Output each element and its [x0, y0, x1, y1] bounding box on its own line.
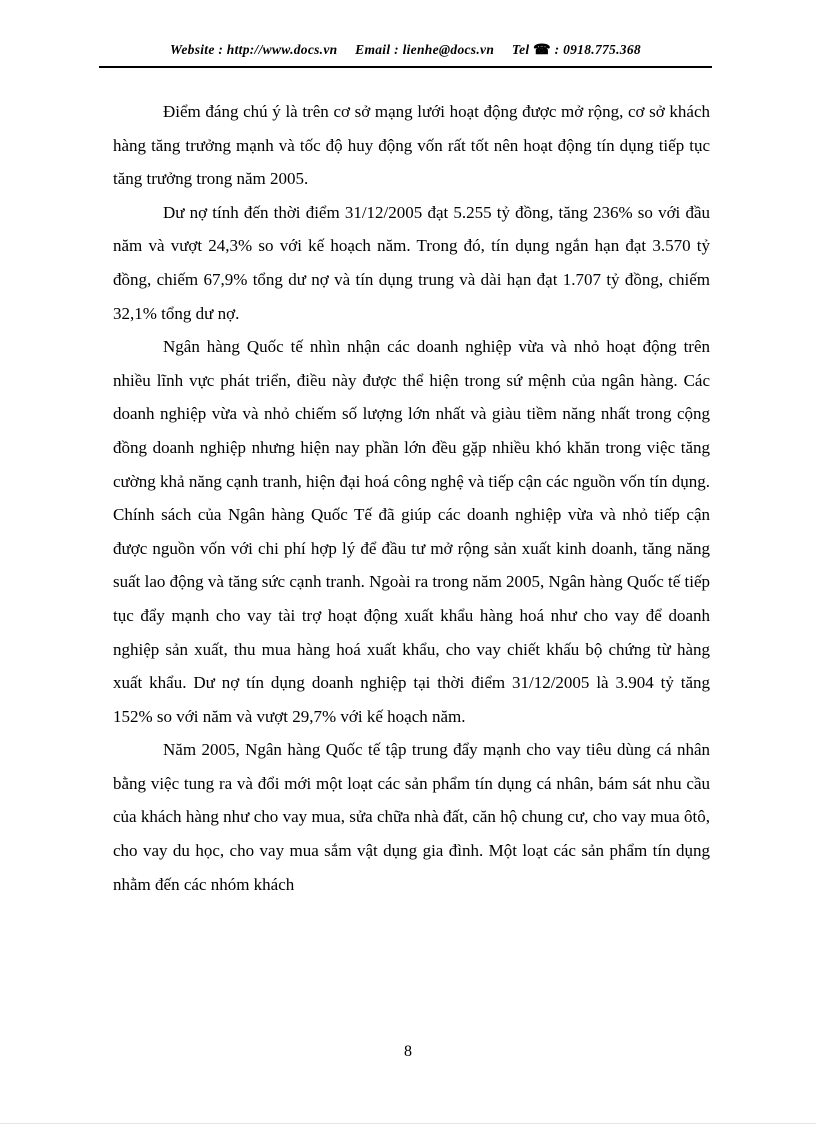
website-url: http://www.docs.vn: [226, 42, 338, 57]
website-separator: :: [214, 42, 227, 57]
tel-separator: :: [550, 42, 564, 57]
header-website: [170, 42, 337, 57]
header-tel: [512, 42, 641, 57]
email-separator: :: [390, 42, 403, 57]
phone-icon: ☎: [533, 43, 551, 58]
paragraph-sme-lending: Ngân hàng Quốc tế nhìn nhận các doanh nghiệp vừa và nhỏ hoạt động trên nhiều lĩnh vực phát triển, điều này được thể hiện trong sứ mệnh của ngân hàng. Các doanh nghiệp vừa và nhỏ chiếm số lượng lớn nhất và giàu tiềm năng nhất trong cộng đồng doanh nghiệp nhưng hiện nay phần lớn đều gặp nhiều khó khăn trong việc tăng cường khả năng cạnh tranh, hiện đại hoá công nghệ và tiếp cận các nguồn vốn tín dụng. Chính sách của Ngân hàng Quốc Tế đã giúp các doanh nghiệp vừa và nhỏ tiếp cận được nguồn vốn với chi phí hợp lý để đầu tư mở rộng sản xuất kinh doanh, tăng năng suất lao động và tăng sức cạnh tranh. Ngoài ra trong năm 2005, Ngân hàng Quốc tế tiếp tục đẩy mạnh cho vay tài trợ hoạt động xuất khẩu hàng hoá như cho vay để doanh nghiệp sản xuất, thu mua hàng hoá xuất khẩu, cho vay chiết khấu bộ chứng từ hàng xuất khẩu. Dư nợ tín dụng doanh nghiệp tại thời điểm 31/12/2005 là 3.904 tỷ tăng 152% so với năm và vượt 29,7% với kế hoạch năm.: [113, 337, 710, 726]
page-footer: [0, 1043, 816, 1061]
document-body: [113, 95, 710, 901]
paragraph-consumer-lending: Năm 2005, Ngân hàng Quốc tế tập trung đẩy mạnh cho vay tiêu dùng cá nhân bằng việc tung ra và đổi mới một loạt các sản phẩm tín dụng cá nhân, bám sát nhu cầu của khách hàng như cho vay mua, sửa chữa nhà đất, căn hộ chung cư, cho vay mua ôtô, cho vay du học, cho vay mua sắm vật dụng gia đình. Một loạt các sản phẩm tín dụng nhằm đến các nhóm khách: [113, 740, 710, 894]
email-label: Email: [355, 42, 391, 57]
website-label: Website: [170, 42, 215, 57]
page-number: 8: [404, 1043, 412, 1060]
tel-number: 0918.775.368: [563, 42, 641, 57]
page-header: [99, 42, 712, 68]
header-email: [355, 42, 494, 57]
email-address: lienhe@docs.vn: [402, 42, 495, 57]
paragraph-outstanding-loans: Dư nợ tính đến thời điểm 31/12/2005 đạt 5.255 tỷ đồng, tăng 236% so với đầu năm và vượt 24,3% so với kế hoạch năm. Trong đó, tín dụng ngắn hạn đạt 3.570 tỷ đồng, chiếm 67,9% tổng dư nợ và tín dụng trung và dài hạn đạt 1.707 tỷ đồng, chiếm 32,1% tổng dư nợ.: [113, 202, 710, 323]
paragraph-credit-growth: Điểm đáng chú ý là trên cơ sở mạng lưới hoạt động được mở rộng, cơ sở khách hàng tăng trưởng mạnh và tốc độ huy động vốn rất tốt nên hoạt động tín dụng tiếp tục tăng trưởng trong năm 2005.: [113, 102, 710, 189]
tel-label: Tel: [511, 42, 530, 57]
